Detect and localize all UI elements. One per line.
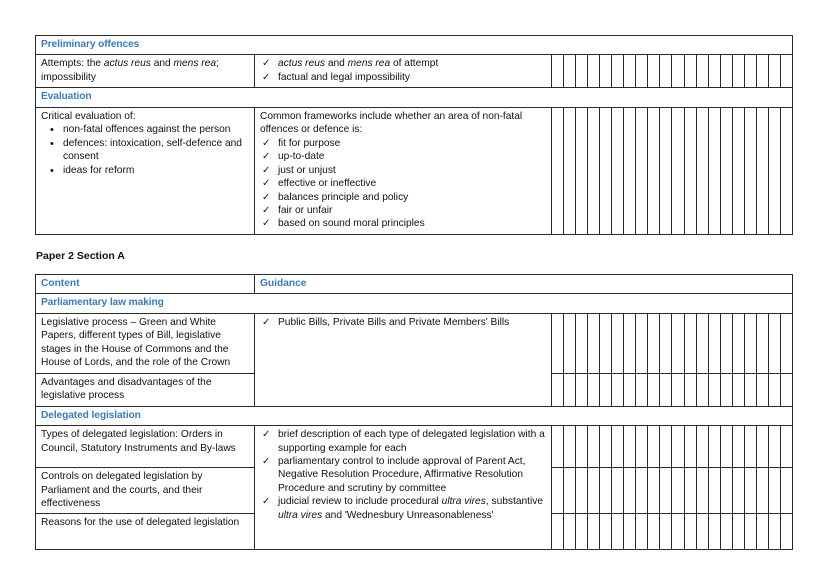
italic-term: mens rea: [173, 58, 216, 70]
mark-cell[interactable]: [612, 373, 624, 406]
tick-item: ✓ parliamentary control to include approval of Parent Act, Negative Resolution Procedure, Affirmative Resolution Procedure and scrutiny by committee: [278, 455, 547, 495]
mark-cell[interactable]: [780, 107, 792, 234]
guidance-tick-list: [260, 57, 547, 84]
mark-cell[interactable]: [612, 514, 624, 550]
band-label: Delegated legislation: [36, 406, 793, 425]
mark-cell[interactable]: [588, 55, 600, 88]
guidance-cell: [255, 107, 552, 234]
band-label: Parliamentary law making: [36, 294, 793, 313]
mark-cell[interactable]: [648, 55, 660, 88]
mark-cell[interactable]: [696, 426, 708, 468]
guidance-cell: [255, 426, 552, 550]
mark-cell[interactable]: [564, 55, 576, 88]
mark-cell[interactable]: [576, 426, 588, 468]
tick-item: ✓ judicial review to include procedural ultra vires, substantive ultra vires and 'Wednesbury Unreasonableness': [278, 495, 547, 522]
guidance-tick-list: [260, 316, 547, 329]
mark-cell[interactable]: [744, 313, 756, 373]
mark-cell[interactable]: [576, 55, 588, 88]
mark-cell[interactable]: [732, 313, 744, 373]
mark-cell[interactable]: [600, 313, 612, 373]
mark-cell[interactable]: [660, 426, 672, 468]
mark-cell[interactable]: [660, 107, 672, 234]
mark-cell[interactable]: [720, 514, 732, 550]
mark-cell[interactable]: [768, 55, 780, 88]
mark-cell[interactable]: [684, 55, 696, 88]
mark-cell[interactable]: [684, 426, 696, 468]
mark-cell[interactable]: [648, 107, 660, 234]
mark-cell[interactable]: [552, 373, 564, 406]
mark-cell[interactable]: [780, 514, 792, 550]
bullet-item: • ideas for reform: [63, 164, 250, 177]
mark-cell[interactable]: [576, 514, 588, 550]
tick-item: ✓ effective or ineffective: [278, 177, 547, 190]
table-row: [36, 107, 793, 234]
mark-cell[interactable]: [732, 55, 744, 88]
mark-cell[interactable]: [768, 313, 780, 373]
guidance-cell: [255, 313, 552, 406]
mark-cell[interactable]: [696, 514, 708, 550]
mark-cell[interactable]: [552, 426, 564, 468]
mark-cell[interactable]: [744, 514, 756, 550]
mark-cell[interactable]: [708, 55, 720, 88]
mark-cell[interactable]: [588, 107, 600, 234]
mark-cell[interactable]: [756, 373, 768, 406]
mark-cell[interactable]: [588, 514, 600, 550]
mark-cell[interactable]: [564, 426, 576, 468]
column-header-content: Content: [36, 275, 255, 294]
mark-cell[interactable]: [600, 514, 612, 550]
mark-cell[interactable]: [636, 426, 648, 468]
mark-cell[interactable]: [624, 373, 636, 406]
mark-cell[interactable]: [588, 468, 600, 514]
mark-cell[interactable]: [756, 468, 768, 514]
band-row: [36, 36, 793, 55]
mark-cell[interactable]: [732, 107, 744, 234]
mark-cell[interactable]: [780, 313, 792, 373]
mark-cell[interactable]: [720, 373, 732, 406]
table-row: [36, 55, 793, 88]
band-label: Evaluation: [36, 88, 793, 107]
mark-cell[interactable]: [768, 426, 780, 468]
mark-cell[interactable]: [588, 373, 600, 406]
offences-table: [35, 35, 793, 235]
mark-cell[interactable]: [708, 107, 720, 234]
tick-item: ✓ brief description of each type of delegated legislation with a supporting example for each: [278, 428, 547, 455]
mark-cell[interactable]: [636, 107, 648, 234]
mark-cell[interactable]: [720, 426, 732, 468]
mark-cell[interactable]: [780, 55, 792, 88]
mark-cell[interactable]: [672, 468, 684, 514]
mark-cell[interactable]: [552, 468, 564, 514]
mark-cell[interactable]: [552, 107, 564, 234]
mark-cell[interactable]: [756, 55, 768, 88]
mark-cell[interactable]: [564, 107, 576, 234]
bullet-item: • non-fatal offences against the person: [63, 123, 250, 136]
column-header-guidance: Guidance: [255, 275, 793, 294]
tick-item: ✓ up-to-date: [278, 150, 547, 163]
mark-cell[interactable]: [564, 514, 576, 550]
mark-cell[interactable]: [720, 55, 732, 88]
mark-cell[interactable]: [648, 514, 660, 550]
italic-term: ultra vires: [278, 509, 323, 521]
mark-cell[interactable]: [624, 426, 636, 468]
mark-cell[interactable]: [660, 313, 672, 373]
guidance-cell: [255, 55, 552, 88]
mark-cell[interactable]: [744, 468, 756, 514]
mark-cell[interactable]: [564, 468, 576, 514]
mark-cell[interactable]: [732, 468, 744, 514]
italic-term: ultra vires: [441, 496, 486, 508]
mark-cell[interactable]: [600, 468, 612, 514]
mark-cell[interactable]: [624, 313, 636, 373]
bullet-item: • defences: intoxication, self-defence and consent: [63, 137, 250, 164]
band-row: [36, 406, 793, 425]
mark-cell[interactable]: [708, 468, 720, 514]
mark-cell[interactable]: [756, 107, 768, 234]
mark-cell[interactable]: [768, 514, 780, 550]
mark-cell[interactable]: [600, 373, 612, 406]
mark-cell[interactable]: [612, 313, 624, 373]
mark-cell[interactable]: [612, 426, 624, 468]
italic-term: actus reus: [278, 58, 325, 70]
mark-cell[interactable]: [684, 313, 696, 373]
tick-item: ✓ balances principle and policy: [278, 191, 547, 204]
content-cell: Controls on delegated legislation by Parliament and the courts, and their effectiveness: [36, 468, 255, 514]
mark-cell[interactable]: [552, 514, 564, 550]
mark-cell[interactable]: [672, 313, 684, 373]
mark-cell[interactable]: [720, 107, 732, 234]
mark-cell[interactable]: [780, 426, 792, 468]
content-cell: Advantages and disadvantages of the legislative process: [36, 373, 255, 406]
mark-cell[interactable]: [708, 426, 720, 468]
content-lead: Critical evaluation of:: [41, 110, 136, 122]
mark-cell[interactable]: [660, 514, 672, 550]
mark-cell[interactable]: [672, 514, 684, 550]
mark-cell[interactable]: [720, 468, 732, 514]
content-cell: Attempts: the actus reus and mens rea; impossibility: [36, 55, 255, 88]
mark-cell[interactable]: [696, 373, 708, 406]
mark-cell[interactable]: [672, 426, 684, 468]
mark-cell[interactable]: [672, 373, 684, 406]
header-row: [36, 275, 793, 294]
mark-cell[interactable]: [588, 426, 600, 468]
mark-cell[interactable]: [684, 514, 696, 550]
mark-cell[interactable]: [684, 468, 696, 514]
mark-cell[interactable]: [564, 313, 576, 373]
table-row: [36, 313, 793, 373]
mark-cell[interactable]: [636, 514, 648, 550]
mark-cell[interactable]: [732, 426, 744, 468]
mark-cell[interactable]: [624, 107, 636, 234]
mark-cell[interactable]: [744, 426, 756, 468]
tick-item: ✓ factual and legal impossibility: [278, 71, 547, 84]
mark-cell[interactable]: [732, 373, 744, 406]
mark-cell[interactable]: [636, 373, 648, 406]
tick-item: ✓ fit for purpose: [278, 137, 547, 150]
mark-cell[interactable]: [624, 468, 636, 514]
mark-cell[interactable]: [564, 373, 576, 406]
mark-cell[interactable]: [600, 426, 612, 468]
mark-cell[interactable]: [648, 426, 660, 468]
band-row: [36, 294, 793, 313]
guidance-tick-list: [260, 428, 547, 522]
mark-cell[interactable]: [648, 468, 660, 514]
mark-cell[interactable]: [576, 107, 588, 234]
mark-cell[interactable]: [552, 313, 564, 373]
content-cell: Types of delegated legislation: Orders in Council, Statutory Instruments and By-laws: [36, 426, 255, 468]
mark-cell[interactable]: [732, 514, 744, 550]
mark-cell[interactable]: [768, 373, 780, 406]
mark-cell[interactable]: [744, 55, 756, 88]
mark-cell[interactable]: [600, 107, 612, 234]
band-row: [36, 88, 793, 107]
content-cell: Legislative process – Green and White Papers, different types of Bill, legislative stages in the House of Commons and the House of Lords, and the role of the Crown: [36, 313, 255, 373]
mark-cell[interactable]: [576, 468, 588, 514]
mark-cell[interactable]: [696, 313, 708, 373]
mark-cell[interactable]: [600, 55, 612, 88]
tick-item: ✓ just or unjust: [278, 164, 547, 177]
mark-cell[interactable]: [684, 107, 696, 234]
mark-cell[interactable]: [708, 313, 720, 373]
mark-cell[interactable]: [612, 107, 624, 234]
mark-cell[interactable]: [780, 468, 792, 514]
tick-item: ✓ actus reus and mens rea of attempt: [278, 57, 547, 70]
mark-cell[interactable]: [576, 373, 588, 406]
mark-cell[interactable]: [648, 373, 660, 406]
band-label: Preliminary offences: [36, 36, 793, 55]
guidance-tick-list: [260, 137, 547, 231]
mark-cell[interactable]: [636, 55, 648, 88]
mark-cell[interactable]: [744, 373, 756, 406]
table-row: [36, 426, 793, 468]
mark-cell[interactable]: [756, 514, 768, 550]
section-label: Paper 2 Section A: [36, 250, 125, 262]
mark-cell[interactable]: [612, 55, 624, 88]
mark-cell[interactable]: [696, 468, 708, 514]
content-cell: [36, 107, 255, 234]
mark-cell[interactable]: [684, 373, 696, 406]
mark-cell[interactable]: [612, 468, 624, 514]
mark-cell[interactable]: [624, 514, 636, 550]
tick-item: ✓ based on sound moral principles: [278, 217, 547, 230]
mark-cell[interactable]: [696, 55, 708, 88]
mark-cell[interactable]: [756, 426, 768, 468]
content-cell: Reasons for the use of delegated legislation: [36, 514, 255, 550]
mark-cell[interactable]: [660, 373, 672, 406]
mark-cell[interactable]: [780, 373, 792, 406]
tick-item: ✓ Public Bills, Private Bills and Private Members' Bills: [278, 316, 547, 329]
content-bullet-list: [41, 123, 250, 177]
tick-item: ✓ fair or unfair: [278, 204, 547, 217]
mark-cell[interactable]: [708, 373, 720, 406]
mark-cell[interactable]: [756, 313, 768, 373]
mark-cell[interactable]: [768, 107, 780, 234]
mark-cell[interactable]: [744, 107, 756, 234]
italic-term: mens rea: [347, 58, 391, 70]
mark-cell[interactable]: [672, 55, 684, 88]
mark-cell[interactable]: [660, 468, 672, 514]
guidance-lead: Common frameworks include whether an area of non-fatal offences or defence is:: [260, 110, 523, 136]
paper2-section-a-table: [35, 274, 793, 550]
mark-cell[interactable]: [720, 313, 732, 373]
mark-cell[interactable]: [576, 313, 588, 373]
mark-cell[interactable]: [588, 313, 600, 373]
mark-cell[interactable]: [696, 107, 708, 234]
mark-cell[interactable]: [648, 313, 660, 373]
mark-cell[interactable]: [672, 107, 684, 234]
mark-cell[interactable]: [636, 468, 648, 514]
italic-term: actus reus: [103, 58, 151, 70]
mark-cell[interactable]: [768, 468, 780, 514]
mark-cell[interactable]: [636, 313, 648, 373]
mark-cell[interactable]: [552, 55, 564, 88]
mark-cell[interactable]: [624, 55, 636, 88]
mark-cell[interactable]: [708, 514, 720, 550]
mark-cell[interactable]: [660, 55, 672, 88]
